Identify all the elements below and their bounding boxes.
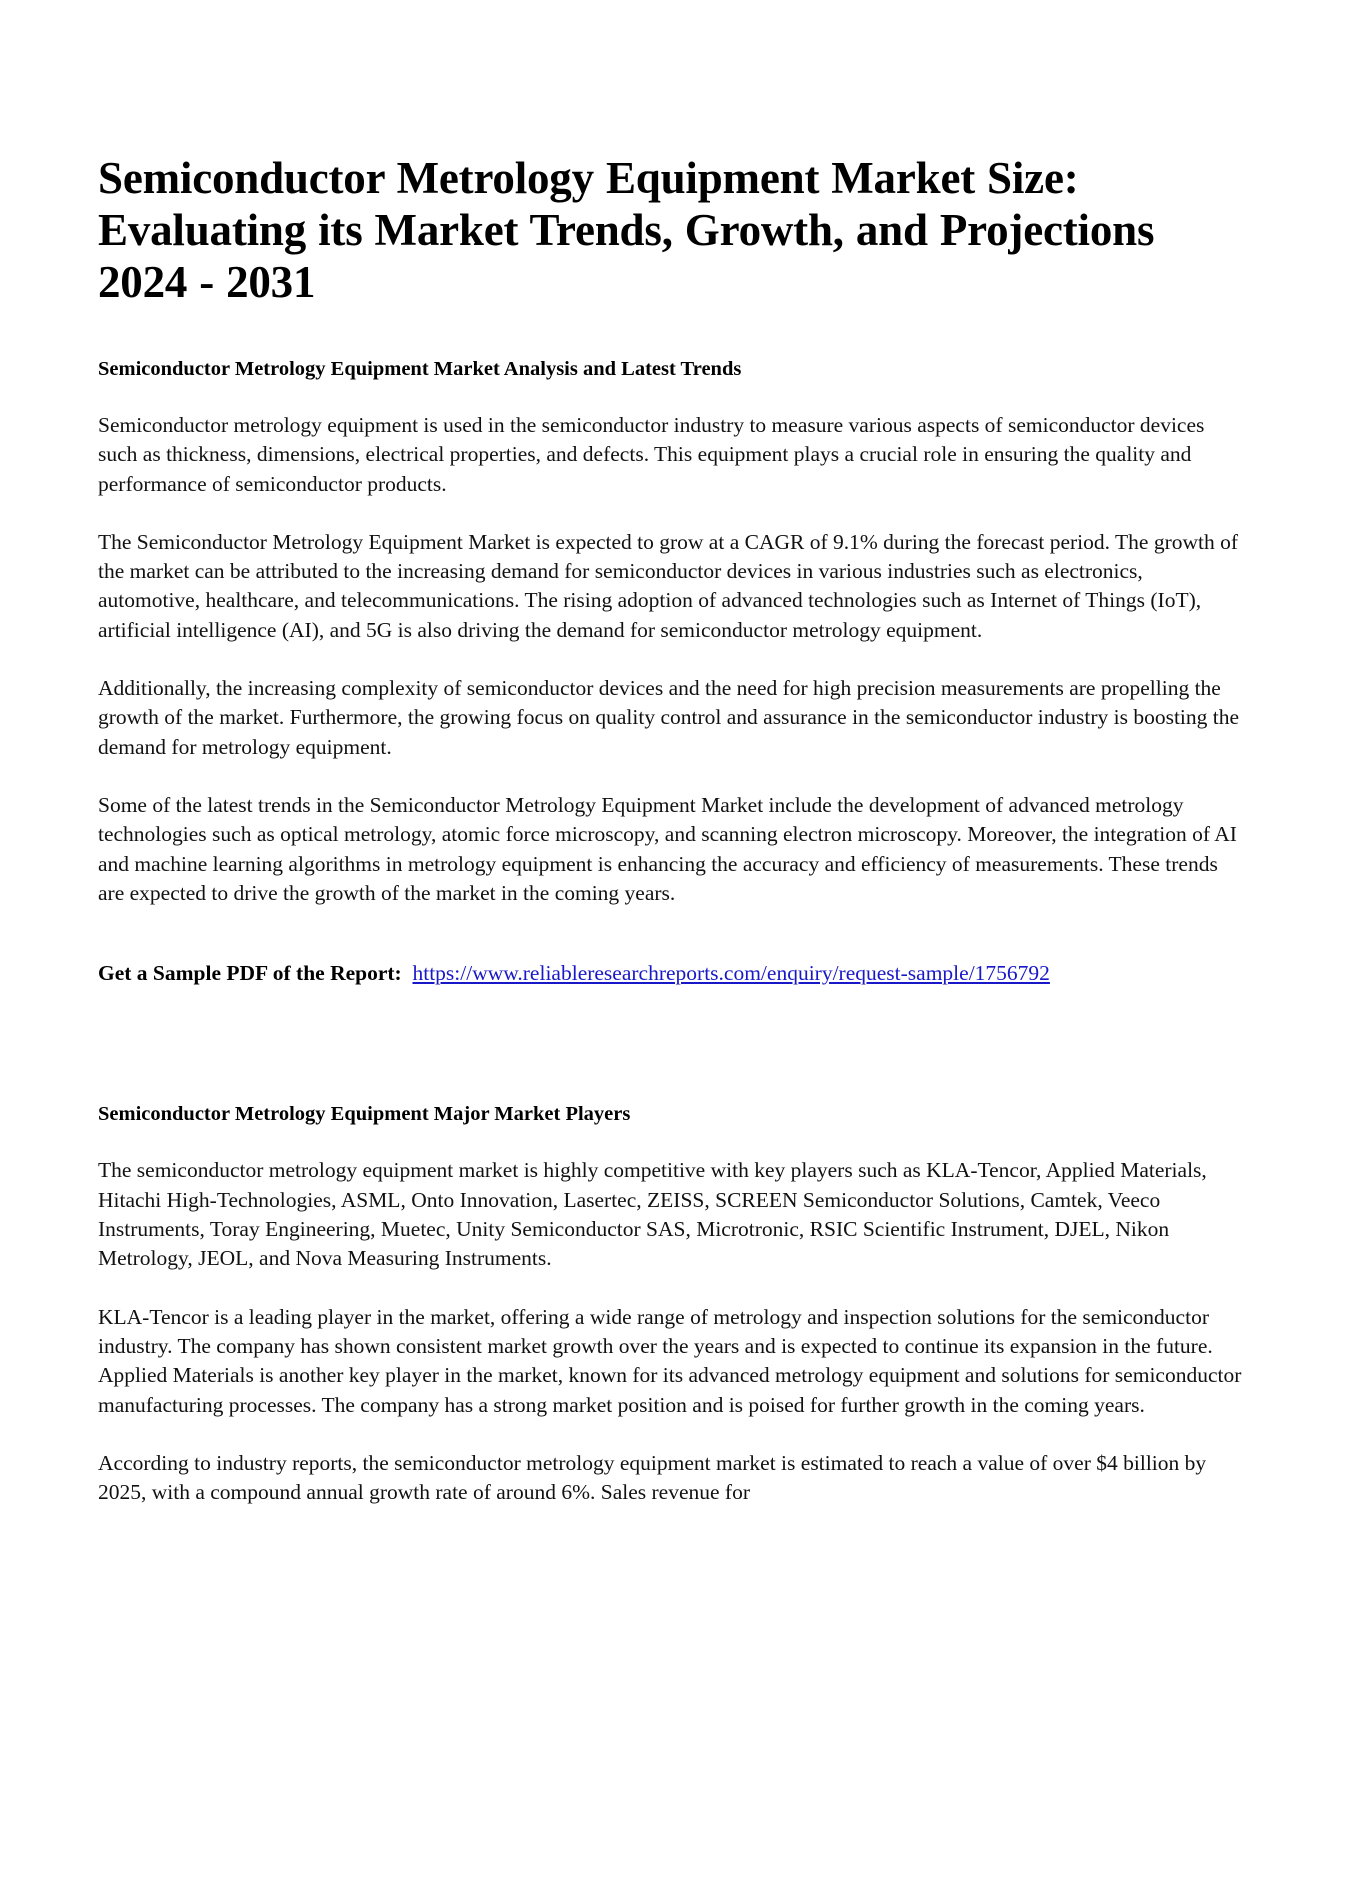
request-sample-link[interactable]: https://www.reliableresearchreports.com/enquiry/request-sample/1756792	[412, 960, 1050, 985]
paragraph-industry-reports: According to industry reports, the semiconductor metrology equipment market is estimated to reach a value of over $4 billion by 2025, with a compound annual growth rate of around 6%. Sales revenue for	[98, 1450, 1207, 1505]
paragraph-intro: Semiconductor metrology equipment is used in the semiconductor industry to measure various aspects of semiconductor devices such as thickness, dimensions, electrical properties, and defects. This equipment plays a crucial role in ensuring the quality and performance of semiconductor products.	[98, 413, 1205, 496]
paragraph-trends: Some of the latest trends in the Semiconductor Metrology Equipment Market include the development of advanced metrology technologies such as optical metrology, atomic force microscopy, and scanning electron microscopy. Moreover, the integration of AI and machine learning algorithms in metrology equipment is enhancing the accuracy and efficiency of measurements. These trends are expected to drive the growth of the market in the coming years.	[98, 792, 1237, 905]
section-spacer	[98, 1009, 1246, 1065]
section-heading-major-players: Semiconductor Metrology Equipment Major Market Players	[98, 1103, 631, 1126]
paragraph-kla-tencor: KLA-Tencor is a leading player in the market, offering a wide range of metrology and inspection solutions for the semiconductor industry. The company has shown consistent market growth over the years and is expected to continue its expansion in the future. Applied Materials is another key player in the market, known for its advanced metrology equipment and solutions for semiconductor manufacturing processes. The company has a strong market position and is poised for further growth in the coming years.	[98, 1304, 1242, 1417]
document-content-column	[98, 0, 1246, 1567]
sample-pdf-label: Get a Sample PDF of the Report:	[98, 960, 402, 985]
section-heading-analysis: Semiconductor Metrology Equipment Market Analysis and Latest Trends	[98, 358, 742, 380]
bottom-spacer	[98, 1507, 1246, 1567]
paragraph-complexity: Additionally, the increasing complexity of semiconductor devices and the need for high precision measurements are propelling the growth of the market. Furthermore, the growing focus on quality control and assurance in the semiconductor industry is boosting the demand for metrology equipment.	[98, 676, 1240, 759]
paragraph-competitors: The semiconductor metrology equipment market is highly competitive with key players such as KLA-Tencor, Applied Materials, Hitachi High-Technologies, ASML, Onto Innovation, Lasertec, ZEISS, SCREEN Semiconductor Solutions, Camtek, Veeco Instruments, Toray Engineering, Muetec, Unity Semiconductor SAS, Microtronic, RSIC Scientific Instrument, DJEL, Nikon Metrology, JEOL, and Nova Measuring Instruments.	[98, 1158, 1207, 1271]
sample-pdf-line	[98, 930, 1246, 988]
page-title: Semiconductor Metrology Equipment Market Size: Evaluating its Market Trends, Growth, and Projections 2024 - 2031	[98, 153, 1155, 307]
paragraph-cagr: The Semiconductor Metrology Equipment Market is expected to grow at a CAGR of 9.1% during the forecast period. The growth of the market can be attributed to the increasing demand for semiconductor devices in various industries such as electronics, automotive, healthcare, and telecommunications. The rising adoption of advanced technologies such as Internet of Things (IoT), artificial intelligence (AI), and 5G is also driving the demand for semiconductor metrology equipment.	[98, 529, 1239, 642]
